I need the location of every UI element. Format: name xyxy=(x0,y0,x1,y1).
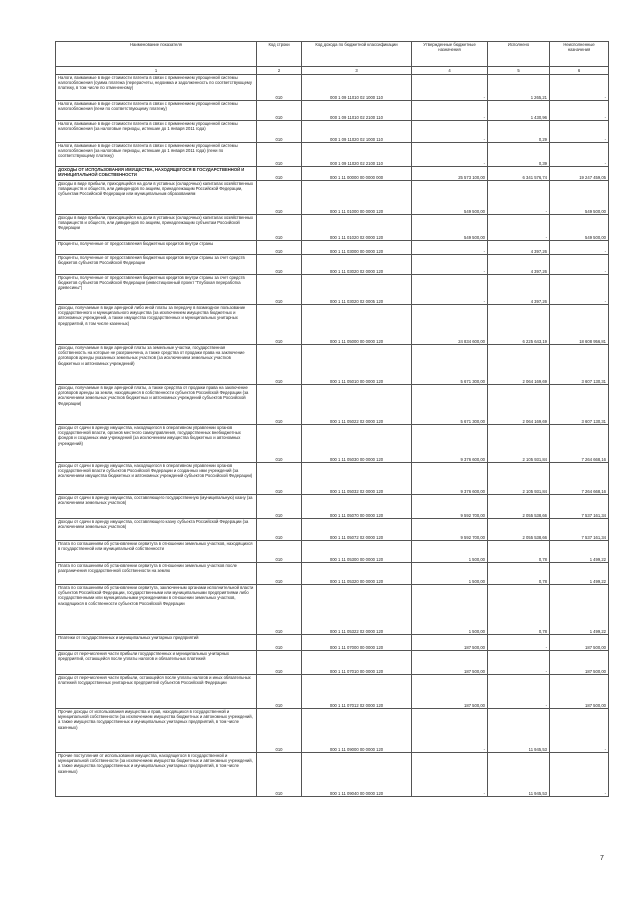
row-name: Доходы от сдачи в аренду имущества, находящегося в оперативном управлении органов государственной власти субъектов Российской Федерации и созданных ими учреждений (за исключением имущества бюджетных и автономных учреждений субъектов Российской Федерации) xyxy=(56,463,257,495)
unexecuted-value: 7 537 161,34 xyxy=(550,519,609,541)
approved-value: 5 671 300,00 xyxy=(412,345,488,385)
executed-value: 6 225 643,19 xyxy=(488,305,550,345)
classification-code: 000 1 11 03000 00 0000 120 xyxy=(302,241,412,255)
unexecuted-value: - xyxy=(550,101,609,121)
col-number: 2 xyxy=(257,67,302,75)
classification-code: 000 1 11 05010 00 0000 120 xyxy=(302,345,412,385)
approved-value: 549 500,00 xyxy=(412,215,488,241)
col-number: 1 xyxy=(56,67,257,75)
row-name: Плата по соглашениям об установлении сервитута в отношении земельных участков, находящихся в государственной или муниципальной собственности xyxy=(56,541,257,563)
unexecuted-value: 549 500,00 xyxy=(550,215,609,241)
approved-value: 9 376 600,00 xyxy=(412,425,488,463)
row-code: 010 xyxy=(257,385,302,425)
approved-value: 5 671 300,00 xyxy=(412,385,488,425)
col-header-approved: Утвержденные бюджетные назначения xyxy=(412,42,488,67)
table-row xyxy=(56,121,609,143)
executed-value: 1 430,96 xyxy=(488,101,550,121)
row-name: Проценты, полученные от предоставления бюджетных кредитов внутри страны за счет средств бюджетов субъектов Российской Федерации (инвестиционный проект "Глубокая переработка древесины") xyxy=(56,275,257,305)
row-name: Доходы, получаемые в виде арендной либо иной платы за передачу в возмездное пользование государственного и муниципального имущества (за исключением имущества бюджетных и автономных учреждений, а также имущества государственных и муниципальных унитарных предприятий, в том числе казенных) xyxy=(56,305,257,345)
unexecuted-value: 1 499,22 xyxy=(550,585,609,635)
col-header-unexecuted: Неисполненные назначения xyxy=(550,42,609,67)
unexecuted-value: 1 499,22 xyxy=(550,563,609,585)
row-code: 010 xyxy=(257,181,302,215)
executed-value: - xyxy=(488,181,550,215)
table-row xyxy=(56,585,609,635)
approved-value: - xyxy=(412,275,488,305)
executed-value: 0,29 xyxy=(488,121,550,143)
executed-value: - xyxy=(488,675,550,709)
row-code: 010 xyxy=(257,275,302,305)
table-row xyxy=(56,635,609,651)
classification-code: 000 1 11 03020 02 0000 120 xyxy=(302,255,412,275)
row-code: 010 xyxy=(257,241,302,255)
approved-value: 9 592 700,00 xyxy=(412,495,488,519)
classification-code: 000 1 11 01000 00 0000 120 xyxy=(302,181,412,215)
row-code: 010 xyxy=(257,305,302,345)
row-code: 010 xyxy=(257,541,302,563)
unexecuted-value: 18 608 956,81 xyxy=(550,305,609,345)
row-code: 010 xyxy=(257,463,302,495)
row-code: 010 xyxy=(257,255,302,275)
table-row xyxy=(56,519,609,541)
classification-code: 000 1 11 09040 00 0000 120 xyxy=(302,753,412,797)
executed-value: 2 055 538,66 xyxy=(488,519,550,541)
table-row xyxy=(56,563,609,585)
unexecuted-value: 187 500,00 xyxy=(550,675,609,709)
unexecuted-value: - xyxy=(550,121,609,143)
unexecuted-value: 549 500,00 xyxy=(550,181,609,215)
classification-code: 000 1 11 09000 00 0000 120 xyxy=(302,709,412,753)
unexecuted-value: 187 500,00 xyxy=(550,651,609,675)
unexecuted-value: - xyxy=(550,75,609,101)
table-row xyxy=(56,143,609,167)
executed-value: 6 341 576,74 xyxy=(488,167,550,181)
unexecuted-value: 7 537 161,34 xyxy=(550,495,609,519)
row-name: Доходы от перечисления части прибыли, остающейся после уплаты налогов и иных обязательных платежей государственных унитарных предприятий субъектов Российской Федерации xyxy=(56,675,257,709)
approved-value: 187 500,00 xyxy=(412,651,488,675)
table-row xyxy=(56,675,609,709)
row-name: Прочие поступления от использования имущества, находящегося в государственной и муниципальной собственности (за исключением имущества бюджетных и автономных учреждений, а также имущества государственных и муниципальных унитарных предприятий, в том числе казенных) xyxy=(56,753,257,797)
table-row xyxy=(56,495,609,519)
col-header-row-code: Код строки xyxy=(257,42,302,67)
row-code: 010 xyxy=(257,425,302,463)
row-name: Доходы, получаемые в виде арендной платы за земельные участки, государственная собственность на которые не разграничена, а также средства от продажи права на заключение договоров аренды указанных земельных участков (за исключением земельных участков бюджетных и автономных учреждений) xyxy=(56,345,257,385)
executed-value: 0,78 xyxy=(488,541,550,563)
executed-value: 11 945,53 xyxy=(488,709,550,753)
row-name: Налоги, взимаемые в виде стоимости патента в связи с применением упрощенной системы налогообложения (за налоговые периоды, истекшие до 1 января 2011 года) (пени по соответствующему платежу) xyxy=(56,143,257,167)
unexecuted-value: 7 264 668,16 xyxy=(550,425,609,463)
row-name: Налоги, взимаемые в виде стоимости патента в связи с применением упрощенной системы налогообложения (за налоговые периоды, истекшие до 1 января 2011 года) xyxy=(56,121,257,143)
approved-value: - xyxy=(412,241,488,255)
approved-value: - xyxy=(412,121,488,143)
approved-value: 25 573 100,00 xyxy=(412,167,488,181)
classification-code: 000 1 09 11010 02 1000 110 xyxy=(302,75,412,101)
approved-value: 24 834 600,00 xyxy=(412,305,488,345)
row-name: Доходы в виде прибыли, приходящейся на доли в уставных (складочных) капиталах хозяйственных товариществ и обществ, или дивидендов по акциям, принадлежащим субъектам Российской Федерации xyxy=(56,215,257,241)
approved-value: 187 500,00 xyxy=(412,675,488,709)
row-code: 010 xyxy=(257,345,302,385)
table-row xyxy=(56,541,609,563)
approved-value: 1 500,00 xyxy=(412,585,488,635)
executed-value: 11 945,53 xyxy=(488,753,550,797)
row-name: Плата по соглашениям об установлении сервитута, заключенным органами исполнительной власти субъектов Российской Федерации, государственными или муниципальными предприятиями либо государственными или муниципальными учреждениями в отношении земельных участков, находящихся в собственности субъектов Российской Федерации xyxy=(56,585,257,635)
unexecuted-value: 3 607 130,31 xyxy=(550,385,609,425)
col-header-classification-code: Код дохода по бюджетной классификации xyxy=(302,42,412,67)
table-row xyxy=(56,651,609,675)
classification-code: 000 1 09 11020 02 1000 110 xyxy=(302,121,412,143)
classification-code: 000 1 11 05070 00 0000 120 xyxy=(302,495,412,519)
row-code: 010 xyxy=(257,585,302,635)
executed-value: 0,78 xyxy=(488,563,550,585)
unexecuted-value: - xyxy=(550,255,609,275)
row-code: 010 xyxy=(257,563,302,585)
table-row xyxy=(56,181,609,215)
executed-value: 0,39 xyxy=(488,143,550,167)
executed-value: - xyxy=(488,651,550,675)
row-name: Проценты, полученные от предоставления бюджетных кредитов внутри страны xyxy=(56,241,257,255)
classification-code: 000 1 11 03020 02 0005 120 xyxy=(302,275,412,305)
row-name: Доходы от сдачи в аренду имущества, составляющего казну субъекта Российской Федерации (за исключением земельных участков) xyxy=(56,519,257,541)
header-row xyxy=(56,42,609,67)
classification-code: 000 1 11 07012 02 0000 120 xyxy=(302,675,412,709)
executed-value: 2 105 931,84 xyxy=(488,463,550,495)
row-name: Прочие доходы от использования имущества и прав, находящихся в государственной и муниципальной собственности (за исключением имущества бюджетных и автономных учреждений, а также имущества государственных и муниципальных унитарных предприятий, в том числе казенных) xyxy=(56,709,257,753)
approved-value: - xyxy=(412,75,488,101)
executed-value: 4 397,26 xyxy=(488,255,550,275)
row-name: Доходы, получаемые в виде арендной платы, а также средства от продажи права на заключение договоров аренды за земли, находящиеся в собственности субъектов Российской Федерации (за исключением земельных участков бюджетных и автономных учреждений субъектов Российской Федерации) xyxy=(56,385,257,425)
col-number: 4 xyxy=(412,67,488,75)
table-row xyxy=(56,753,609,797)
column-number-row xyxy=(56,67,609,75)
unexecuted-value: 7 264 668,16 xyxy=(550,463,609,495)
table-row xyxy=(56,305,609,345)
table-row xyxy=(56,709,609,753)
classification-code: 000 1 11 05000 00 0000 120 xyxy=(302,305,412,345)
row-name: Доходы в виде прибыли, приходящейся на доли в уставных (складочных) капиталах хозяйственных товариществ и обществ, или дивидендов по акциям, принадлежащим Российской Федерации, субъектам Российской Федерации или муниципальным образованиям xyxy=(56,181,257,215)
col-number: 3 xyxy=(302,67,412,75)
table-row xyxy=(56,167,609,181)
executed-value: 4 397,26 xyxy=(488,275,550,305)
classification-code: 000 1 11 01020 02 0000 120 xyxy=(302,215,412,241)
unexecuted-value: 3 607 130,31 xyxy=(550,345,609,385)
classification-code: 000 1 09 11020 02 2100 110 xyxy=(302,143,412,167)
executed-value: 1 265,21 xyxy=(488,75,550,101)
unexecuted-value: - xyxy=(550,241,609,255)
row-code: 010 xyxy=(257,495,302,519)
table-row xyxy=(56,241,609,255)
approved-value: 549 500,00 xyxy=(412,181,488,215)
row-code: 010 xyxy=(257,675,302,709)
classification-code: 000 1 11 05072 02 0000 120 xyxy=(302,519,412,541)
executed-value: 2 064 169,69 xyxy=(488,385,550,425)
table-row xyxy=(56,463,609,495)
approved-value: 9 592 700,00 xyxy=(412,519,488,541)
row-code: 010 xyxy=(257,635,302,651)
classification-code: 000 1 11 05320 00 0000 120 xyxy=(302,563,412,585)
table-row xyxy=(56,75,609,101)
table-row xyxy=(56,101,609,121)
table-row xyxy=(56,345,609,385)
executed-value: 4 397,26 xyxy=(488,241,550,255)
row-name: Налоги, взимаемые в виде стоимости патента в связи с применением упрощенной системы налогообложения (сумма платежа (перерасчеты, недоимка и задолженность по соответствующему платежу, в том числе по отмененному) xyxy=(56,75,257,101)
table-row xyxy=(56,255,609,275)
table-row xyxy=(56,425,609,463)
unexecuted-value: 187 500,00 xyxy=(550,635,609,651)
approved-value: 187 500,00 xyxy=(412,635,488,651)
col-header-executed: Исполнено xyxy=(488,42,550,67)
table-row xyxy=(56,385,609,425)
col-number: 5 xyxy=(488,67,550,75)
executed-value: 2 105 931,84 xyxy=(488,425,550,463)
row-code: 010 xyxy=(257,75,302,101)
row-name: Доходы от перечисления части прибыли государственных и муниципальных унитарных предприятий, остающейся после уплаты налогов и обязательных платежей xyxy=(56,651,257,675)
row-name: Доходы от сдачи в аренду имущества, составляющего государственную (муниципальную) казну (за исключением земельных участков) xyxy=(56,495,257,519)
table-body xyxy=(56,75,609,797)
row-name: ДОХОДЫ ОТ ИСПОЛЬЗОВАНИЯ ИМУЩЕСТВА, НАХОДЯЩЕГОСЯ В ГОСУДАРСТВЕННОЙ И МУНИЦИПАЛЬНОЙ СОБСТВЕННОСТИ xyxy=(56,167,257,181)
classification-code: 000 1 11 05032 02 0000 120 xyxy=(302,463,412,495)
row-code: 010 xyxy=(257,753,302,797)
approved-value: 1 500,00 xyxy=(412,563,488,585)
approved-value: 1 500,00 xyxy=(412,541,488,563)
table-row xyxy=(56,215,609,241)
approved-value: - xyxy=(412,143,488,167)
col-header-name: Наименование показателя xyxy=(56,42,257,67)
col-number: 6 xyxy=(550,67,609,75)
unexecuted-value: - xyxy=(550,275,609,305)
row-code: 010 xyxy=(257,143,302,167)
approved-value: - xyxy=(412,753,488,797)
row-code: 010 xyxy=(257,121,302,143)
row-code: 010 xyxy=(257,709,302,753)
row-code: 010 xyxy=(257,519,302,541)
classification-code: 000 1 11 05022 02 0000 120 xyxy=(302,385,412,425)
approved-value: - xyxy=(412,255,488,275)
row-name: Платежи от государственных и муниципальных унитарных предприятий xyxy=(56,635,257,651)
unexecuted-value: - xyxy=(550,753,609,797)
page-number: 7 xyxy=(600,855,604,862)
approved-value: - xyxy=(412,101,488,121)
row-code: 010 xyxy=(257,651,302,675)
row-code: 010 xyxy=(257,167,302,181)
classification-code: 000 1 11 05030 00 0000 120 xyxy=(302,425,412,463)
unexecuted-value: - xyxy=(550,709,609,753)
row-name: Доходы от сдачи в аренду имущества, находящегося в оперативном управлении органов государственной власти, органов местного самоуправления, государственных внебюджетных фондов и созданных ими учреждений (за исключением имущества бюджетных и автономных учреждений) xyxy=(56,425,257,463)
classification-code: 000 1 11 07010 00 0000 120 xyxy=(302,651,412,675)
unexecuted-value: 1 499,22 xyxy=(550,541,609,563)
classification-code: 000 1 09 11010 02 2100 110 xyxy=(302,101,412,121)
classification-code: 000 1 11 05300 00 0000 120 xyxy=(302,541,412,563)
executed-value: - xyxy=(488,215,550,241)
executed-value: 0,78 xyxy=(488,585,550,635)
approved-value: - xyxy=(412,709,488,753)
executed-value: 2 055 538,66 xyxy=(488,495,550,519)
classification-code: 000 1 11 00000 00 0000 000 xyxy=(302,167,412,181)
approved-value: 9 376 600,00 xyxy=(412,463,488,495)
row-name: Проценты, полученные от предоставления бюджетных кредитов внутри страны за счет средств бюджетов субъектов Российской Федерации xyxy=(56,255,257,275)
row-name: Налоги, взимаемые в виде стоимости патента в связи с применением упрощенной системы налогообложения (пени по соответствующему платежу) xyxy=(56,101,257,121)
executed-value: - xyxy=(488,635,550,651)
classification-code: 000 1 11 07000 00 0000 120 xyxy=(302,635,412,651)
table-row xyxy=(56,275,609,305)
row-name: Плата по соглашениям об установлении сервитута в отношении земельных участков после разграничения государственной собственности на землю xyxy=(56,563,257,585)
revenue-table xyxy=(55,41,609,797)
unexecuted-value: - xyxy=(550,143,609,167)
row-code: 010 xyxy=(257,101,302,121)
unexecuted-value: 19 247 459,05 xyxy=(550,167,609,181)
executed-value: 2 064 169,69 xyxy=(488,345,550,385)
row-code: 010 xyxy=(257,215,302,241)
classification-code: 000 1 11 05322 02 0000 120 xyxy=(302,585,412,635)
